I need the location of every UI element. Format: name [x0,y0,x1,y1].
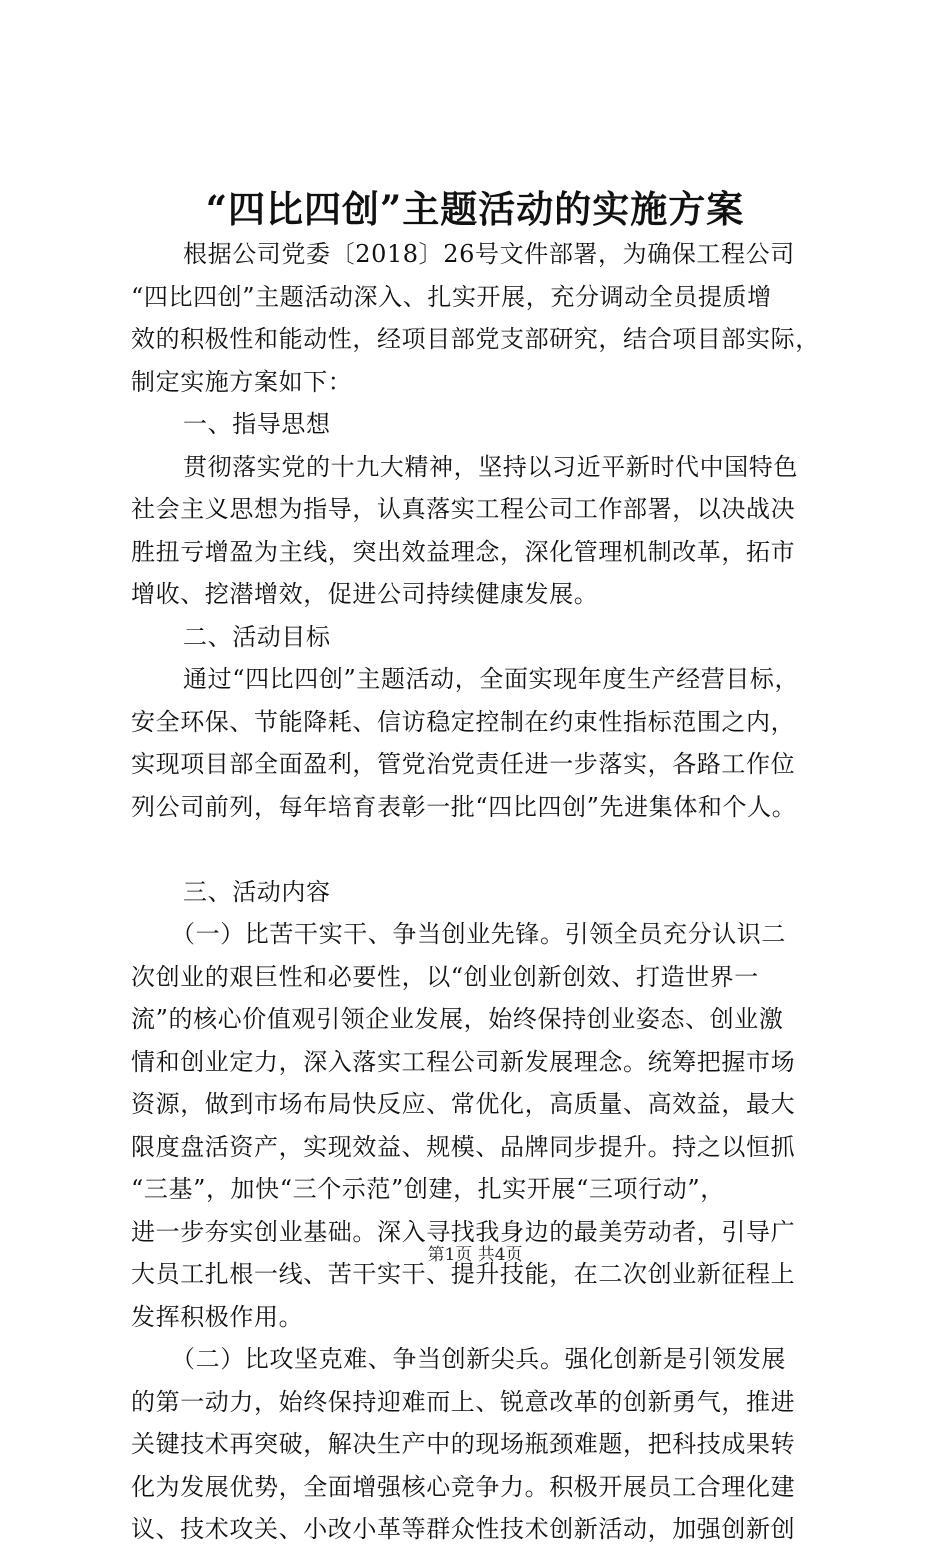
paragraph-line: 胜扭亏增盈为主线，突出效益理念，深化管理机制改革，拓市 [131,537,796,566]
paragraph-line: 流”的核心价值观引领企业发展，始终保持创业姿态、创业激 [131,1005,784,1033]
paragraph-line: 大员工扎根一线、苦干实干、提升技能，在二次创业新征程上 [131,1260,796,1288]
paragraph-line: 根据公司党委〔2018〕26号文件部署，为确保工程公司 [183,240,795,268]
paragraph-line: 情和创业定力，深入落实工程公司新发展理念。统筹把握市场 [131,1047,796,1076]
paragraph-line: 化为发展优势，全面增强核心竞争力。积极开展员工合理化建 [131,1472,796,1501]
paragraph-line: 制定实施方案如下： [131,367,353,396]
paragraph-line: 社会主义思想为指导，认真落实工程公司工作部署，以决战决 [131,495,796,523]
paragraph-line: 次创业的艰巨性和必要性，以“创业创新创效、打造世界一 [131,962,759,991]
page-number-footer: 第1页 共4页 [427,1245,523,1265]
paragraph-line: （一）比苦干实干、争当创业先锋。引领全员充分认识二 [171,920,786,948]
paragraph-line: 贯彻落实党的十九大精神，坚持以习近平新时代中国特色 [183,452,798,481]
paragraph-line: 发挥积极作用。 [131,1302,304,1331]
paragraph-line: 安全环保、节能降耗、信访稳定控制在约束性指标范围之内， [131,707,796,736]
paragraph-line: 实现项目部全面盈利，管党治党责任进一步落实，各路工作位 [131,750,796,778]
paragraph-line: （二）比攻坚克难、争当创新尖兵。强化创新是引领发展 [171,1345,786,1373]
paragraph-line: 增收、挖潜增效，促进公司持续健康发展。 [131,580,599,608]
paragraph-line: 进一步夯实创业基础。深入寻找我身边的最美劳动者，引导广 [131,1217,796,1246]
paragraph-line: “三基”，加快“三个示范”创建，扎实开展“三项行动”， [131,1175,725,1203]
document-title: “四比四创”主题活动的实施方案 [205,187,745,231]
document-body [131,233,851,1551]
section-heading: 三、活动内容 [183,877,331,906]
section-heading: 一、指导思想 [183,410,331,438]
paragraph-line: 效的积极性和能动性，经项目部党支部研究，结合项目部实际， [131,325,820,353]
paragraph-line: “四比四创”主题活动深入、扎实开展，充分调动全员提质增 [131,282,772,311]
paragraph-line: 通过“四比四创”主题活动，全面实现年度生产经营目标， [183,665,800,693]
paragraph-line: 限度盘活资产，实现效益、规模、品牌同步提升。持之以恒抓 [131,1132,796,1161]
paragraph-line: 资源，做到市场布局快反应、常优化，高质量、高效益，最大 [131,1090,796,1118]
paragraph-line: 议、技术攻关、小改小革等群众性技术创新活动，加强创新创 [131,1515,796,1543]
paragraph-line: 的第一动力，始终保持迎难而上、锐意改革的创新勇气，推进 [131,1387,796,1416]
paragraph-line: 列公司前列，每年培育表彰一批“四比四创”先进集体和个人。 [131,792,797,821]
paragraph-line: 关键技术再突破，解决生产中的现场瓶颈难题，把科技成果转 [131,1430,796,1458]
section-heading: 二、活动目标 [183,622,331,651]
blank-line [131,828,851,871]
